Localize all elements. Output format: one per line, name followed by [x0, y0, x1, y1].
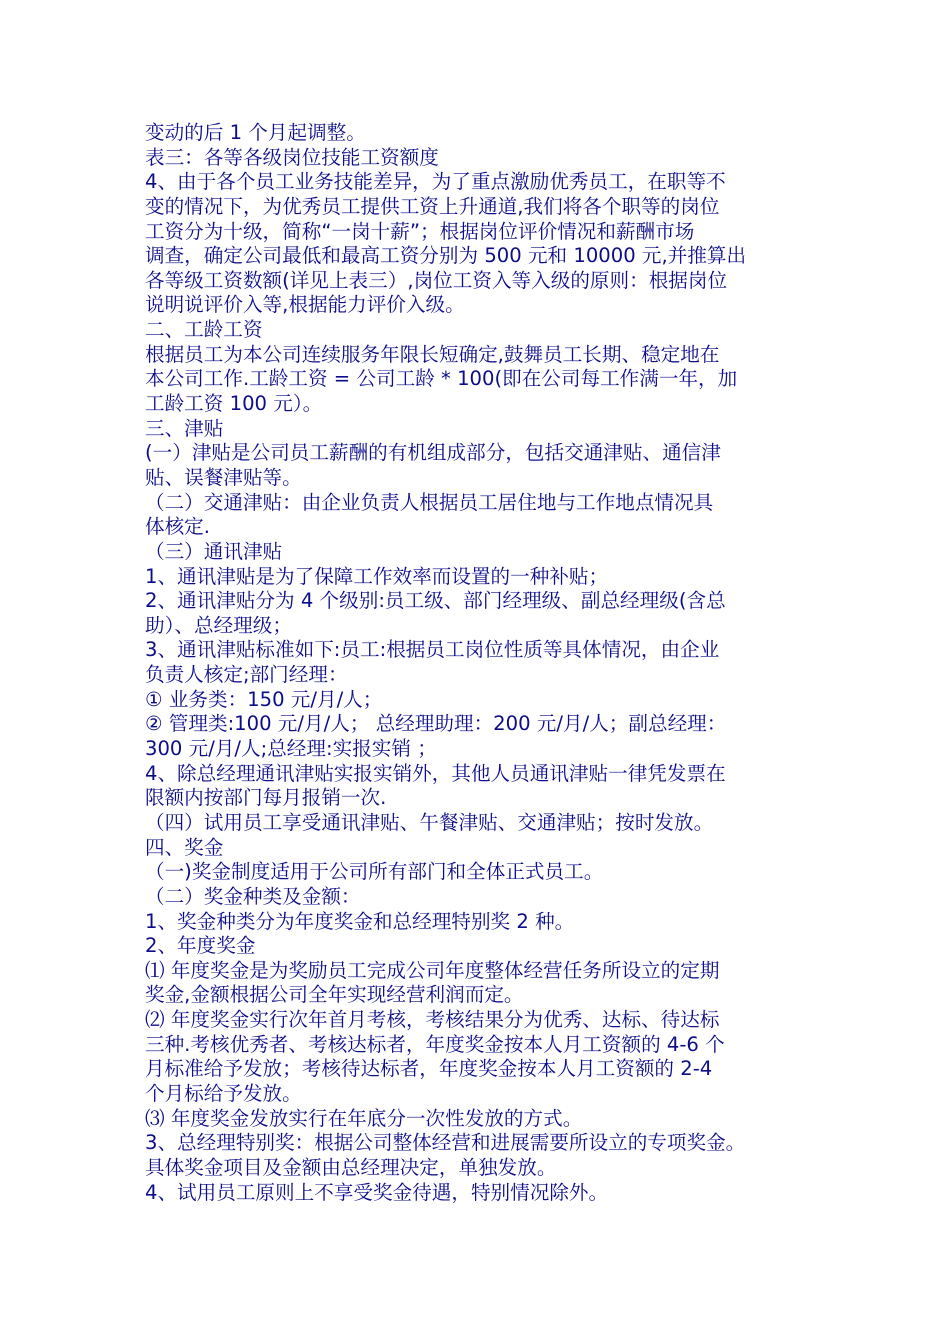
text-line: 个月标给予发放。 — [145, 1081, 302, 1105]
text-line: 2、通讯津贴分为 4 个级别:员工级、部门经理级、副总经理级(含总 — [145, 589, 726, 613]
text-line: （二）交通津贴：由企业负责人根据员工居住地与工作地点情况具 — [145, 490, 714, 514]
text-line: ⑶ 年度奖金发放实行在年底分一次性发放的方式。 — [145, 1106, 583, 1130]
text-line: 2、年度奖金 — [145, 934, 256, 958]
text-line: 1、通讯津贴是为了保障工作效率而设置的一种补贴； — [145, 564, 609, 588]
text-line: 助）、总经理级； — [145, 613, 292, 637]
text-line: ① 业务类：150 元/月/人； — [145, 687, 383, 711]
text-line: 本公司工作.工龄工资 = 公司工龄 * 100(即在公司每工作满一年，加 — [145, 367, 738, 391]
text-line: 调查，确定公司最低和最高工资分别为 500 元和 10000 元,并推算出 — [145, 244, 747, 268]
text-line: 二、工龄工资 — [145, 318, 263, 342]
text-line: 体核定. — [145, 515, 211, 539]
text-line: ⑵ 年度奖金实行次年首月考核，考核结果分为优秀、达标、待达标 — [145, 1008, 720, 1032]
text-line: 说明说评价入等,根据能力评价入级。 — [145, 293, 465, 317]
text-line: 表三：各等各级岗位技能工资额度 — [145, 145, 439, 169]
text-line: 工龄工资 100 元）。 — [145, 392, 323, 416]
text-line: 4、试用员工原则上不享受奖金待遇，特别情况除外。 — [145, 1180, 609, 1204]
text-line: （四）试用员工享受通讯津贴、午餐津贴、交通津贴；按时发放。 — [145, 810, 714, 834]
text-line: 300 元/月/人;总经理:实报实销 ； — [145, 737, 437, 761]
text-line: 变动的后 1 个月起调整。 — [145, 121, 366, 144]
text-line: 三、津贴 — [145, 416, 224, 440]
text-line: （二）奖金种类及金额： — [145, 884, 361, 908]
text-line: 三种.考核优秀者、考核达标者，年度奖金按本人月工资额的 4-6 个 — [145, 1032, 725, 1056]
document-body — [145, 121, 825, 1205]
text-line: 3、总经理特别奖：根据公司整体经营和进展需要所设立的专项奖金。 — [145, 1131, 746, 1155]
text-line: 月标准给予发放；考核待达标者，年度奖金按本人月工资额的 2-4 — [145, 1057, 713, 1081]
text-line: 四、奖金 — [145, 835, 224, 859]
text-line: ⑴ 年度奖金是为奖励员工完成公司年度整体经营任务所设立的定期 — [145, 958, 720, 982]
text-line: 4、由于各个员工业务技能差异，为了重点激励优秀员工，在职等不 — [145, 170, 726, 194]
text-line: （一)奖金制度适用于公司所有部门和全体正式员工。 — [145, 860, 604, 884]
text-line: 变的情况下，为优秀员工提供工资上升通道,我们将各个职等的岗位 — [145, 194, 720, 218]
text-line: ② 管理类:100 元/月/人； 总经理助理：200 元/月/人；副总经理： — [145, 712, 727, 736]
text-line: 具体奖金项目及金额由总经理决定，单独发放。 — [145, 1155, 557, 1179]
text-line: 限额内按部门每月报销一次. — [145, 786, 387, 810]
text-line: 各等级工资数额(详见上表三）,岗位工资入等入级的原则：根据岗位 — [145, 268, 728, 292]
text-line: 贴、误餐津贴等。 — [145, 465, 302, 489]
text-line: 负责人核定;部门经理： — [145, 663, 348, 687]
text-line: 4、除总经理通讯津贴实报实销外，其他人员通讯津贴一律凭发票在 — [145, 761, 726, 785]
text-line: 1、奖金种类分为年度奖金和总经理特别奖 2 种。 — [145, 909, 575, 933]
text-line: 根据员工为本公司连续服务年限长短确定,鼓舞员工长期、稳定地在 — [145, 342, 720, 366]
text-line: （三）通讯津贴 — [145, 539, 283, 563]
text-line: 3、通讯津贴标准如下:员工:根据员工岗位性质等具体情况，由企业 — [145, 638, 720, 662]
text-line: (一）津贴是公司员工薪酬的有机组成部分，包括交通津贴、通信津 — [145, 441, 721, 465]
text-line: 工资分为十级，简称“一岗十薪”；根据岗位评价情况和薪酬市场 — [145, 219, 695, 243]
text-line: 奖金,金额根据公司全年实现经营利润而定。 — [145, 983, 524, 1007]
